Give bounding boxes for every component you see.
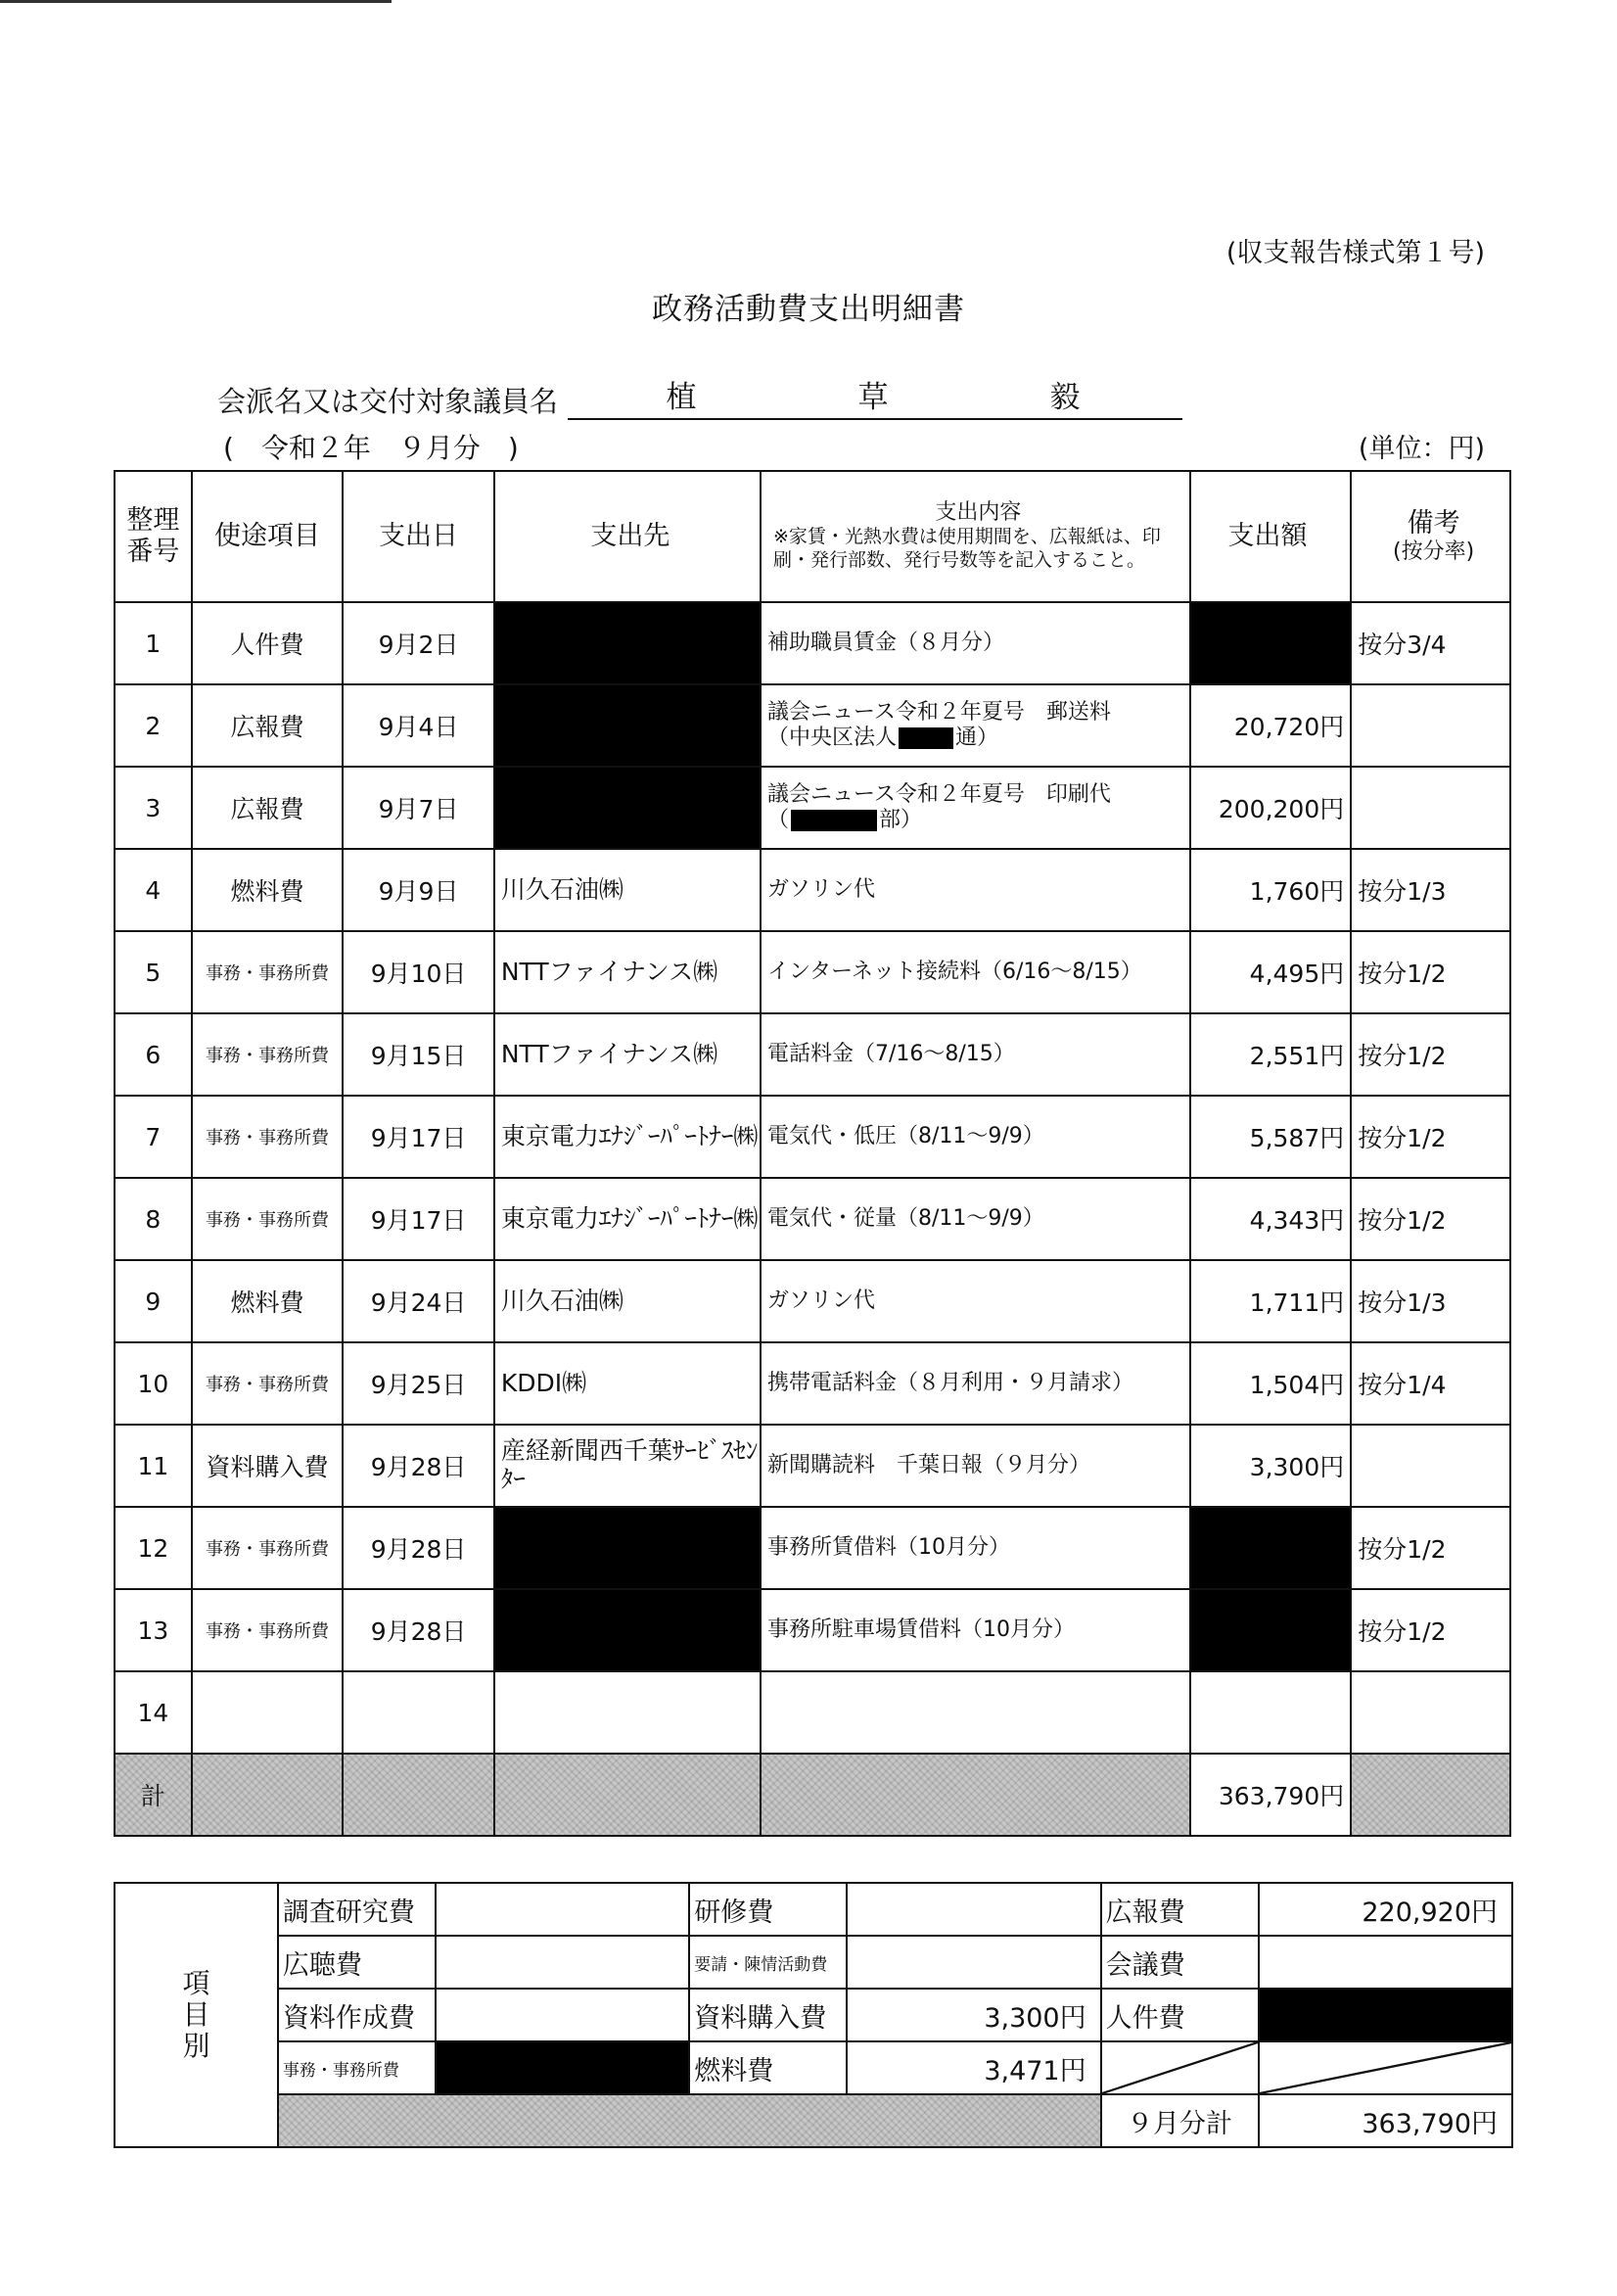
description-detail-pre: （ [766,808,789,832]
description-text: ガソリン代 [766,1288,875,1313]
row-date: 9月28日 [343,1589,494,1671]
table-row [115,1096,1510,1178]
row-payee: 川久石油㈱ [494,849,761,931]
shaded-cell [192,1754,344,1836]
member-name-part: 毅 [1049,380,1085,415]
description-detail-post: 部） [878,808,922,832]
row-payee: NTTファイナンス㈱ [494,1013,761,1096]
summary-label: 要請・陳情活動費 [689,1936,847,1989]
table-row [115,849,1510,931]
row-note: 按分1/2 [1351,1589,1510,1671]
row-category: 資料購入費 [192,1425,344,1507]
description-text: 議会ニュース令和２年夏号 印刷代 [766,781,1111,807]
row-date: 9月28日 [343,1425,494,1507]
row-amount: 2,551円 [1190,1013,1351,1096]
table-row [115,1507,1510,1589]
summary-row [115,1989,1512,2041]
redacted-payee [494,1507,761,1589]
row-category: 人件費 [192,602,344,684]
redacted-payee [494,1589,761,1671]
redacted-payee [494,602,761,684]
row-date: 9月4日 [343,684,494,767]
summary-value: 220,920円 [1259,1883,1513,1936]
row-note: 按分1/3 [1351,849,1510,931]
summary-label: 広聴費 [278,1936,436,1989]
header-note-title: 備考 [1407,507,1460,539]
summary-value [847,1936,1100,1989]
redacted-payee [494,767,761,849]
row-note [1351,1671,1510,1754]
row-category: 事務・事務所費 [192,1096,344,1178]
description-detail [767,726,1189,751]
form-number: (収支報告様式第１号) [1225,238,1485,268]
inline-redaction [791,810,877,831]
row-amount: 1,504円 [1190,1342,1351,1425]
summary-value [436,1989,689,2041]
summary-row [115,1936,1512,1989]
document-title: 政務活動費支出明細書 [652,292,965,327]
row-note [1351,1425,1510,1507]
description-text: 事務所賃借料（10月分） [766,1534,1010,1560]
summary-label: 会議費 [1101,1936,1259,1989]
redacted-value [436,2041,689,2094]
row-date: 9月28日 [343,1507,494,1589]
summary-row [115,2094,1512,2147]
description-text: 新聞購読料 千葉日報（９月分） [766,1452,1090,1477]
shaded-cell [1351,1754,1510,1836]
row-date: 9月17日 [343,1178,494,1260]
row-payee: KDDI㈱ [494,1342,761,1425]
summary-value [436,1936,689,1989]
row-note [1351,684,1510,767]
row-description [761,1342,1190,1425]
description-text: 議会ニュース令和２年夏号 郵送料 [766,699,1111,725]
member-name-part: 植 [666,380,701,415]
table-row [115,1178,1510,1260]
table-row [115,1425,1510,1507]
row-category: 事務・事務所費 [192,1342,344,1425]
row-number: 7 [115,1096,192,1178]
summary-value [847,1883,1100,1936]
header-amount: 支出額 [1190,471,1351,602]
row-description [761,1671,1190,1754]
period: ( 令和２年 ９月分 ) [223,432,519,464]
row-description [761,1178,1190,1260]
summary-side-label [115,1883,278,2147]
summary-value: 3,471円 [847,2041,1100,2094]
header-category: 使途項目 [192,471,344,602]
description-detail-pre: （中央区法人 [766,726,897,750]
row-amount [1190,1671,1351,1754]
row-description [761,849,1190,931]
row-description [761,1425,1190,1507]
row-payee: 川久石油㈱ [494,1260,761,1342]
row-amount: 1,760円 [1190,849,1351,931]
row-note: 按分1/2 [1351,1013,1510,1096]
total-label: 計 [115,1754,192,1836]
summary-row [115,2041,1512,2094]
row-category: 事務・事務所費 [192,1013,344,1096]
summary-label: 研修費 [689,1883,847,1936]
row-amount: 1,711円 [1190,1260,1351,1342]
row-date: 9月10日 [343,931,494,1013]
row-description [761,931,1190,1013]
unit-label: (単位：円) [1358,434,1485,464]
redacted-value [1259,1989,1513,2041]
row-category: 事務・事務所費 [192,1589,344,1671]
row-payee: 産経新聞西千葉ｻｰﾋﾞｽｾﾝﾀｰ [494,1425,761,1507]
row-category [192,1671,344,1754]
row-note [1351,767,1510,849]
row-payee: 東京電力ｴﾅｼﾞｰﾊﾟｰﾄﾅｰ㈱ [494,1096,761,1178]
table-row [115,1342,1510,1425]
row-note: 按分1/2 [1351,1507,1510,1589]
row-note: 按分1/4 [1351,1342,1510,1425]
description-text: ガソリン代 [766,876,875,902]
month-total-value: 363,790円 [1259,2094,1513,2147]
header-date: 支出日 [343,471,494,602]
header-description-note: ※家賃・光熱水費は使用期間を、広報紙は、印刷・発行部数、発行号数等を記入すること。 [772,526,1161,572]
table-row [115,684,1510,767]
summary-label: 調査研究費 [278,1883,436,1936]
row-amount: 3,300円 [1190,1425,1351,1507]
top-edge-line [0,0,392,3]
table-row [115,1589,1510,1671]
summary-label: 広報費 [1101,1883,1259,1936]
summary-side-text: 項 目 別 [182,1966,210,2063]
row-amount: 20,720円 [1190,684,1351,767]
row-note: 按分1/2 [1351,931,1510,1013]
row-payee [494,1671,761,1754]
member-name-part: 草 [857,380,893,415]
description-text: 補助職員賃金（８月分） [766,630,1004,655]
header-no: 整理番号 [115,471,192,602]
summary-label: 事務・事務所費 [278,2041,436,2094]
row-description [761,1589,1190,1671]
row-payee: NTTファイナンス㈱ [494,931,761,1013]
row-amount: 4,495円 [1190,931,1351,1013]
row-date: 9月15日 [343,1013,494,1096]
table-row [115,1260,1510,1342]
row-category: 事務・事務所費 [192,1178,344,1260]
summary-value [436,1883,689,1936]
row-category: 広報費 [192,684,344,767]
row-note: 按分1/2 [1351,1096,1510,1178]
summary-label: 人件費 [1101,1989,1259,2041]
header-payee: 支出先 [494,471,761,602]
header-description [761,471,1190,602]
row-number: 12 [115,1507,192,1589]
row-number: 14 [115,1671,192,1754]
row-category: 事務・事務所費 [192,1507,344,1589]
expense-table [114,470,1511,1837]
diagonal-empty-cell [1259,2041,1513,2094]
row-amount: 200,200円 [1190,767,1351,849]
row-category: 広報費 [192,767,344,849]
row-description [761,1260,1190,1342]
row-description [761,1507,1190,1589]
table-row [115,1671,1510,1754]
row-description [761,767,1190,849]
row-category: 燃料費 [192,849,344,931]
summary-value: 3,300円 [847,1989,1100,2041]
row-note: 按分1/2 [1351,1178,1510,1260]
row-number: 13 [115,1589,192,1671]
category-summary-table [114,1882,1513,2148]
row-description [761,602,1190,684]
total-row [115,1754,1510,1836]
row-payee: 東京電力ｴﾅｼﾞｰﾊﾟｰﾄﾅｰ㈱ [494,1178,761,1260]
shaded-cell [278,2094,1101,2147]
row-number: 2 [115,684,192,767]
row-number: 10 [115,1342,192,1425]
row-number: 1 [115,602,192,684]
redacted-amount [1190,1589,1351,1671]
row-amount: 4,343円 [1190,1178,1351,1260]
description-text: 電話料金（7/16～8/15） [766,1041,1015,1066]
header-description-title: 支出内容 [935,500,1022,526]
total-amount: 363,790円 [1190,1754,1351,1836]
description-text: 電気代・低圧（8/11～9/9） [766,1123,1044,1148]
table-row [115,602,1510,684]
inline-redaction [899,727,953,749]
row-description [761,684,1190,767]
row-number: 3 [115,767,192,849]
description-text: 事務所駐車場賃借料（10月分） [766,1617,1075,1642]
description-detail [767,808,1189,833]
redacted-amount [1190,602,1351,684]
row-category: 燃料費 [192,1260,344,1342]
row-number: 4 [115,849,192,931]
row-date: 9月2日 [343,602,494,684]
member-label: 会派名又は交付対象議員名 [217,385,559,418]
summary-value [1259,1936,1513,1989]
row-date: 9月17日 [343,1096,494,1178]
row-description [761,1096,1190,1178]
row-date: 9月24日 [343,1260,494,1342]
row-note: 按分1/3 [1351,1260,1510,1342]
row-description [761,1013,1190,1096]
row-note: 按分3/4 [1351,602,1510,684]
row-number: 6 [115,1013,192,1096]
row-date: 9月9日 [343,849,494,931]
redacted-amount [1190,1507,1351,1589]
row-number: 9 [115,1260,192,1342]
row-amount: 5,587円 [1190,1096,1351,1178]
description-text: インターネット接続料（6/16～8/15） [766,959,1142,984]
summary-label: 燃料費 [689,2041,847,2094]
table-row [115,931,1510,1013]
summary-row [115,1883,1512,1936]
diagonal-empty-cell [1101,2041,1259,2094]
row-number: 11 [115,1425,192,1507]
row-date: 9月25日 [343,1342,494,1425]
description-detail-post: 通） [954,726,998,750]
description-text: 携帯電話料金（８月利用・９月請求） [766,1370,1133,1395]
redacted-payee [494,684,761,767]
description-text: 電気代・従量（8/11～9/9） [766,1205,1044,1231]
shaded-cell [343,1754,494,1836]
row-category: 事務・事務所費 [192,931,344,1013]
row-date: 9月7日 [343,767,494,849]
month-total-label: ９月分計 [1101,2094,1259,2147]
table-row [115,767,1510,849]
member-name [568,372,1182,420]
row-number: 5 [115,931,192,1013]
header-note-sub: (按分率) [1393,539,1475,564]
shaded-cell [494,1754,761,1836]
row-date [343,1671,494,1754]
summary-label: 資料作成費 [278,1989,436,2041]
header-note [1351,471,1510,602]
shaded-cell [761,1754,1190,1836]
member-line [217,372,1182,420]
row-number: 8 [115,1178,192,1260]
table-header-row [115,471,1510,602]
summary-label: 資料購入費 [689,1989,847,2041]
table-row [115,1013,1510,1096]
